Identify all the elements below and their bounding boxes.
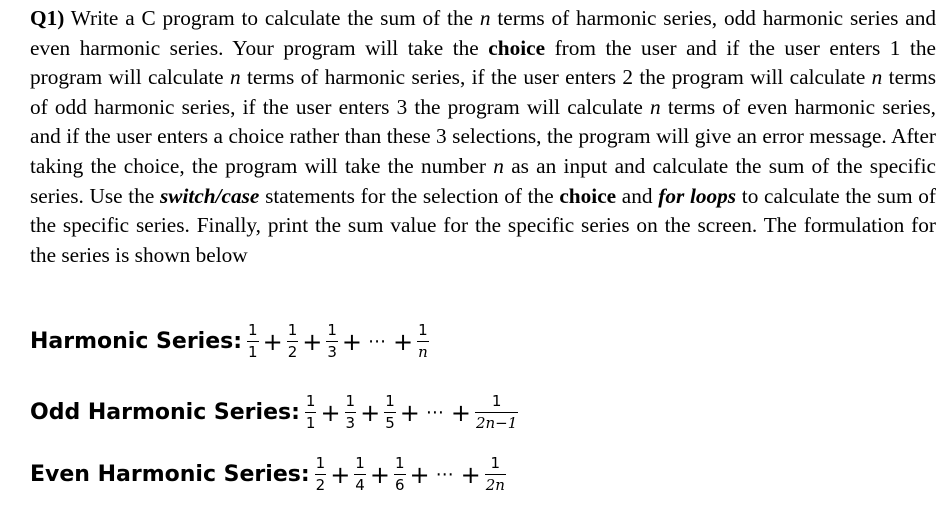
- question-paragraph: [30, 4, 936, 270]
- fraction-term: $\frac{1}{6}$: [394, 454, 405, 494]
- plus-sign: +: [360, 398, 381, 427]
- plus-sign: +: [393, 327, 414, 356]
- fraction-term: $\frac{1}{1}$: [248, 321, 258, 361]
- fraction-term: $\frac{1}{5}$: [385, 392, 395, 432]
- plus-sign: +: [302, 327, 323, 356]
- fraction-term: $\frac{1}{3}$: [345, 392, 356, 432]
- plus-sign: +: [262, 327, 283, 356]
- ellipsis: ⋯: [435, 464, 455, 485]
- keyword-for-loops: for loops: [658, 183, 737, 208]
- fraction-term: $\frac{1}{4}$: [355, 454, 365, 494]
- harmonic-series-formula: [30, 322, 430, 361]
- variable-n: n: [493, 153, 504, 178]
- text-segment: terms of harmonic series, if the user enters 2 the program will calculate: [240, 65, 872, 90]
- odd-harmonic-series-label: Odd Harmonic Series:: [30, 400, 300, 425]
- text-segment: terms of even harmonic series, and if the user enters a choice rather than these 3 selections, the program will give an error message. After taking the choice, the program will take the number: [30, 94, 937, 178]
- odd-harmonic-series-formula: [30, 393, 519, 432]
- variable-n: n: [650, 94, 661, 119]
- plus-sign: +: [450, 398, 471, 427]
- fraction-term: $\frac{1}{3}$: [327, 321, 337, 361]
- fraction-term: $\frac{1}{1}$: [305, 392, 316, 432]
- plus-sign: +: [460, 460, 481, 489]
- keyword-choice: choice: [488, 35, 546, 60]
- text-segment: and: [616, 183, 659, 208]
- variable-n: n: [479, 6, 491, 30]
- text-segment: Write a C program to calculate the sum of the: [64, 6, 480, 30]
- variable-n: n: [871, 65, 883, 90]
- text-segment: from the user and if the user enters 1 the program will calculate: [30, 35, 936, 90]
- plus-sign: +: [320, 398, 341, 427]
- text-segment: terms of harmonic series, odd harmonic series and even harmonic series. Your program will take the: [30, 6, 937, 60]
- plus-sign: +: [341, 327, 362, 356]
- plus-sign: +: [330, 460, 351, 489]
- keyword-switch-case: switch/case: [160, 183, 260, 208]
- fraction-last-term: $\frac{1}{n}$: [418, 321, 428, 361]
- text-segment: to calculate the sum of the specific series. Finally, print the sum value for the specific series on the screen. The formulation for the series is shown below: [30, 183, 936, 267]
- keyword-choice: choice: [559, 183, 617, 208]
- fraction-last-term: $\frac{1}{2n-1}$: [475, 392, 518, 432]
- plus-sign: +: [369, 460, 390, 489]
- harmonic-series-label: Harmonic Series:: [30, 329, 243, 354]
- plus-sign: +: [409, 460, 430, 489]
- fraction-term: $\frac{1}{2}$: [287, 321, 298, 361]
- text-segment: as an input and calculate the sum of the specific series. Use the: [30, 153, 937, 208]
- fraction-last-term: $\frac{1}{2n}$: [485, 454, 505, 494]
- variable-n: n: [229, 65, 241, 90]
- text-segment: terms of odd harmonic series, if the user enters 3 the program will calculate: [30, 65, 936, 119]
- plus-sign: +: [399, 398, 420, 427]
- even-harmonic-series-formula: [30, 455, 507, 494]
- question-number: Q1): [30, 6, 65, 30]
- fraction-term: $\frac{1}{2}$: [315, 454, 326, 494]
- text-segment: statements for the selection of the: [259, 183, 560, 208]
- ellipsis: ⋯: [368, 331, 387, 352]
- ellipsis: ⋯: [425, 402, 445, 423]
- even-harmonic-series-label: Even Harmonic Series:: [30, 462, 310, 487]
